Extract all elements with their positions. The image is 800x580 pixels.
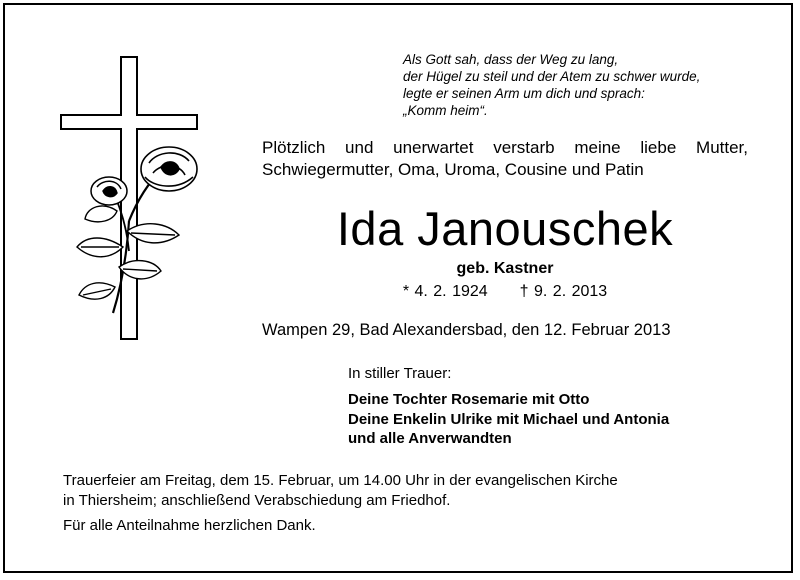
mourner-line: Deine Tochter Rosemarie mit Otto [348, 391, 590, 408]
announcement-line: Schwiegermutter, Oma, Uroma, Cousine und Patin [262, 160, 644, 179]
mourning-label: In stiller Trauer: [348, 365, 452, 382]
death-announcement [262, 137, 748, 181]
thanks-line: Für alle Anteilnahme herzlichen Dank. [63, 517, 316, 534]
birth-date: * 4. 2. 1924 [402, 283, 488, 300]
cross-with-rose-icon [57, 51, 207, 351]
maiden-name: geb. Kastner [456, 260, 554, 277]
life-dates [262, 283, 748, 301]
announcement-line: Plötzlich und unerwartet verstarb meine liebe Mutter, [262, 138, 748, 157]
verse-line: Als Gott sah, dass der Weg zu lang, [403, 52, 619, 67]
verse-line: legte er seinen Arm um dich und sprach: [403, 86, 645, 101]
verse-line: „Komm heim“. [403, 103, 488, 118]
place-and-date: Wampen 29, Bad Alexandersbad, den 12. Februar 2013 [262, 321, 671, 339]
funeral-line: in Thiersheim; anschließend Verabschiedung am Friedhof. [63, 491, 451, 509]
mourner-line: und alle Anverwandten [348, 430, 512, 447]
mourners-list [348, 390, 768, 449]
deceased-name: Ida Janouschek [336, 202, 674, 255]
verse-line: der Hügel zu steil und der Atem zu schwer wurde, [403, 69, 701, 84]
funeral-info [63, 471, 763, 510]
mourner-line: Deine Enkelin Ulrike mit Michael und Antonia [348, 410, 670, 428]
obituary-notice [3, 3, 793, 573]
funeral-line: Trauerfeier am Freitag, dem 15. Februar, um 14.00 Uhr in der evangelischen Kirche [63, 472, 618, 489]
death-date: † 9. 2. 2013 [519, 283, 608, 300]
memorial-verse [403, 51, 763, 119]
